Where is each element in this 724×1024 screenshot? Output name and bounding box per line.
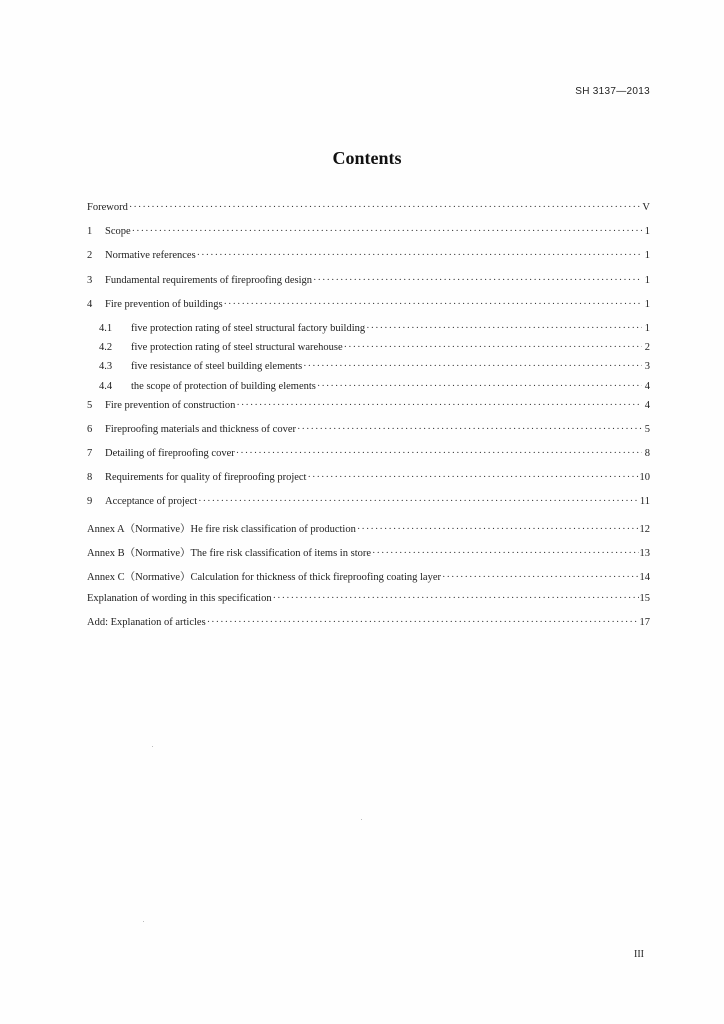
toc-entry-page: 4 bbox=[644, 399, 650, 411]
toc-entry-label: Requirements for quality of fireproofing project bbox=[105, 472, 307, 484]
toc-entry-number: 3 bbox=[87, 274, 93, 286]
toc-entry-page: 8 bbox=[644, 448, 650, 460]
page-number: III bbox=[634, 949, 644, 960]
dot-leader bbox=[313, 275, 642, 286]
toc-entry-number: 4 bbox=[87, 298, 93, 310]
toc-entry-label: Acceptance of project bbox=[105, 496, 198, 508]
toc-entry-1[interactable] bbox=[87, 226, 650, 250]
toc-entry-label: Annex A（Normative）He fire risk classification of production bbox=[87, 523, 356, 535]
toc-entry-label: Scope bbox=[105, 226, 131, 238]
toc-entry-4[interactable] bbox=[87, 299, 650, 323]
toc-entry-number: 4.4 bbox=[99, 380, 113, 392]
toc-entry-number: 9 bbox=[87, 496, 93, 508]
toc-entry-annex-b[interactable] bbox=[87, 545, 650, 569]
toc-entry-page: 15 bbox=[639, 593, 650, 605]
toc-entry-label: five protection rating of steel structural warehouse bbox=[131, 342, 343, 354]
toc-entry-9[interactable] bbox=[87, 496, 650, 520]
toc-entry-page: 14 bbox=[639, 572, 650, 583]
dot-leader bbox=[236, 400, 642, 411]
scan-speck bbox=[152, 746, 153, 747]
dot-leader bbox=[236, 448, 642, 459]
toc-entry-label: Fundamental requirements of fireproofing design bbox=[105, 274, 313, 286]
dot-leader bbox=[129, 202, 642, 213]
toc-entry-number: 2 bbox=[87, 250, 93, 262]
toc-entry-explanation-of-wording[interactable] bbox=[87, 593, 650, 617]
dot-leader bbox=[132, 226, 642, 237]
dot-leader bbox=[303, 361, 642, 372]
toc-entry-page: 1 bbox=[644, 250, 650, 262]
dot-leader bbox=[273, 593, 639, 604]
toc-entry-label: five resistance of steel building elements bbox=[131, 361, 303, 373]
toc-entry-page: 1 bbox=[644, 226, 650, 238]
toc-entry-number: 8 bbox=[87, 472, 93, 484]
toc-entry-page: 10 bbox=[639, 472, 650, 484]
toc-entry-explanation-of-articles[interactable] bbox=[87, 617, 650, 641]
toc-entry-4-3[interactable] bbox=[87, 361, 650, 380]
toc-entry-number: 5 bbox=[87, 399, 93, 411]
toc-entry-number: 4.2 bbox=[99, 342, 113, 354]
toc-entry-label: Explanation of wording in this specification bbox=[87, 593, 272, 605]
toc-entry-label: Normative references bbox=[105, 250, 196, 262]
toc-entry-number: 4.1 bbox=[99, 322, 113, 334]
page-title: Contents bbox=[332, 148, 402, 168]
toc-entry-page: 3 bbox=[644, 361, 650, 373]
toc-entry-label: five protection rating of steel structural factory building bbox=[131, 322, 366, 334]
dot-leader bbox=[224, 299, 642, 310]
dot-leader bbox=[372, 548, 638, 559]
toc-entry-page: 4 bbox=[644, 380, 650, 392]
toc-entry-label: Add: Explanation of articles bbox=[87, 617, 206, 629]
toc-entry-page: 12 bbox=[639, 523, 650, 535]
dot-leader bbox=[198, 496, 639, 507]
dot-leader bbox=[207, 617, 639, 628]
dot-leader bbox=[442, 572, 639, 583]
toc-entry-page: 17 bbox=[639, 617, 650, 629]
toc-entry-number: 7 bbox=[87, 448, 93, 460]
toc-entry-label: Annex B（Normative）The fire risk classification of items in store bbox=[87, 547, 372, 559]
toc-entry-5[interactable] bbox=[87, 400, 650, 424]
standard-code: SH 3137—2013 bbox=[575, 86, 650, 97]
scan-speck bbox=[361, 819, 362, 820]
toc-entry-7[interactable] bbox=[87, 448, 650, 472]
toc-entry-page: 13 bbox=[639, 547, 650, 559]
toc-entry-4-1[interactable] bbox=[87, 323, 650, 342]
toc-entry-number: 1 bbox=[87, 226, 93, 238]
toc-entry-annex-c[interactable] bbox=[87, 569, 650, 593]
toc-entry-label: Annex C（Normative）Calculation for thickness of thick fireproofing coating layer bbox=[87, 572, 441, 583]
toc-entry-label: Fire prevention of buildings bbox=[105, 298, 223, 310]
toc-entry-page: 1 bbox=[644, 298, 650, 310]
toc-entry-number: 6 bbox=[87, 423, 93, 435]
toc-entry-label: Foreword bbox=[87, 202, 128, 213]
scan-speck bbox=[143, 921, 144, 922]
toc-entry-2[interactable] bbox=[87, 250, 650, 274]
toc-entry-annex-a[interactable] bbox=[87, 521, 650, 545]
dot-leader bbox=[307, 472, 638, 483]
toc-entry-label: the scope of protection of building elements bbox=[131, 380, 316, 392]
toc-entry-4-4[interactable] bbox=[87, 381, 650, 400]
dot-leader bbox=[297, 424, 642, 435]
toc-entry-page: 1 bbox=[644, 322, 650, 334]
dot-leader bbox=[317, 381, 642, 392]
toc-entry-label: Fire prevention of construction bbox=[105, 399, 236, 411]
table-of-contents bbox=[87, 202, 650, 642]
toc-entry-4-2[interactable] bbox=[87, 342, 650, 361]
toc-entry-8[interactable] bbox=[87, 472, 650, 496]
dot-leader bbox=[357, 524, 639, 535]
toc-entry-3[interactable] bbox=[87, 275, 650, 299]
toc-entry-page: 1 bbox=[644, 274, 650, 286]
toc-entry-number: 4.3 bbox=[99, 361, 113, 373]
toc-entry-page: 2 bbox=[644, 342, 650, 354]
dot-leader bbox=[366, 323, 642, 334]
toc-entry-page: 11 bbox=[639, 496, 650, 508]
toc-entry-label: Fireproofing materials and thickness of cover bbox=[105, 423, 296, 435]
dot-leader bbox=[344, 342, 642, 353]
toc-entry-foreword[interactable] bbox=[87, 202, 650, 226]
dot-leader bbox=[197, 250, 642, 261]
toc-entry-page: 5 bbox=[644, 423, 650, 435]
toc-entry-6[interactable] bbox=[87, 424, 650, 448]
toc-entry-label: Detailing of fireproofing cover bbox=[105, 448, 235, 460]
toc-entry-page: V bbox=[642, 202, 650, 213]
